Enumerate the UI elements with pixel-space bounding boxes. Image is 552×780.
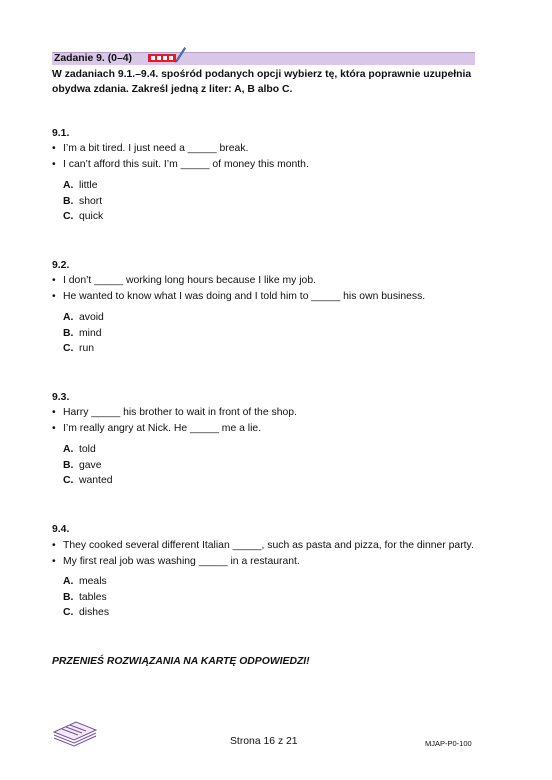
sentence: • I can’t afford this suit. I’m _____ of money this month. [52, 157, 309, 173]
option-letter: B. [63, 459, 74, 471]
sentence: • Harry _____ his brother to wait in front of the shop. [52, 405, 297, 421]
question-sentences [52, 273, 425, 304]
pen-icon [175, 47, 186, 63]
option[interactable] [63, 574, 109, 590]
sentence: • My first real job was washing _____ in a restaurant. [52, 554, 474, 570]
question-sentences [52, 141, 309, 172]
question-number: 9.2. [52, 260, 70, 271]
option-letter: A. [63, 180, 74, 191]
sentence: • He wanted to know what I was doing and I told him to _____ his own business. [52, 289, 425, 305]
answer-options [63, 310, 104, 357]
score-box [169, 56, 173, 60]
option-text: avoid [79, 312, 104, 323]
option-text: told [79, 444, 96, 455]
option[interactable] [63, 310, 104, 326]
option[interactable] [63, 178, 103, 194]
score-boxes [148, 54, 176, 62]
answer-options [63, 178, 103, 225]
option[interactable] [63, 590, 109, 606]
option-letter: B. [63, 591, 74, 603]
option[interactable] [63, 605, 109, 621]
option[interactable] [63, 341, 104, 357]
task-header [52, 52, 475, 65]
option-letter: B. [63, 195, 74, 207]
question-number: 9.3. [52, 392, 70, 403]
task-title: Zadanie 9. (0–4) [54, 53, 132, 64]
option[interactable] [63, 458, 113, 474]
option-text: short [79, 195, 103, 207]
option-text: gave [79, 459, 102, 471]
option-letter: C. [63, 211, 74, 222]
option-letter: B. [63, 327, 74, 339]
task-instruction: W zadaniach 9.1.–9.4. spośród podanych opcji wybierz tę, która poprawnie uzupełnia obydwa zdania. Zakreśl jedną z liter: A, B albo C. [52, 69, 472, 95]
answer-options [63, 574, 109, 621]
score-box [157, 56, 161, 60]
option-letter: C. [63, 607, 74, 618]
option[interactable] [63, 326, 104, 342]
option-text: little [79, 180, 98, 191]
option-letter: C. [63, 343, 74, 354]
option-text: dishes [79, 607, 110, 618]
score-box [151, 56, 155, 60]
option-letter: A. [63, 312, 74, 323]
option[interactable] [63, 209, 103, 225]
option-text: meals [79, 576, 107, 587]
sentence: • I’m a bit tired. I just need a _____ break. [52, 141, 309, 157]
answer-options [63, 442, 113, 489]
option-text: tables [79, 591, 107, 603]
page-number: Strona 16 z 21 [230, 736, 298, 747]
score-box [163, 56, 167, 60]
sentence: • I’m really angry at Nick. He _____ me a lie. [52, 421, 297, 437]
question-sentences [52, 405, 297, 436]
option[interactable] [63, 194, 103, 210]
option[interactable] [63, 473, 113, 489]
sentence: • I don’t _____ working long hours because I like my job. [52, 273, 425, 289]
option-text: run [79, 343, 95, 354]
option-letter: C. [63, 475, 74, 486]
option-text: quick [79, 211, 104, 222]
question-number: 9.4. [52, 524, 70, 535]
stacked-sheets-logo-icon [52, 714, 98, 748]
option-letter: A. [63, 576, 74, 587]
option-text: mind [79, 327, 102, 339]
transfer-note: PRZENIEŚ ROZWIĄZANIA NA KARTĘ ODPOWIEDZI! [52, 656, 310, 667]
exam-code: MJAP-P0-100 [425, 739, 472, 748]
option-text: wanted [79, 475, 113, 486]
sentence: • They cooked several different Italian _____, such as pasta and pizza, for the dinner party. [52, 538, 474, 554]
question-sentences [52, 538, 474, 569]
option[interactable] [63, 442, 113, 458]
question-number: 9.1. [52, 128, 70, 139]
option-letter: A. [63, 444, 74, 455]
